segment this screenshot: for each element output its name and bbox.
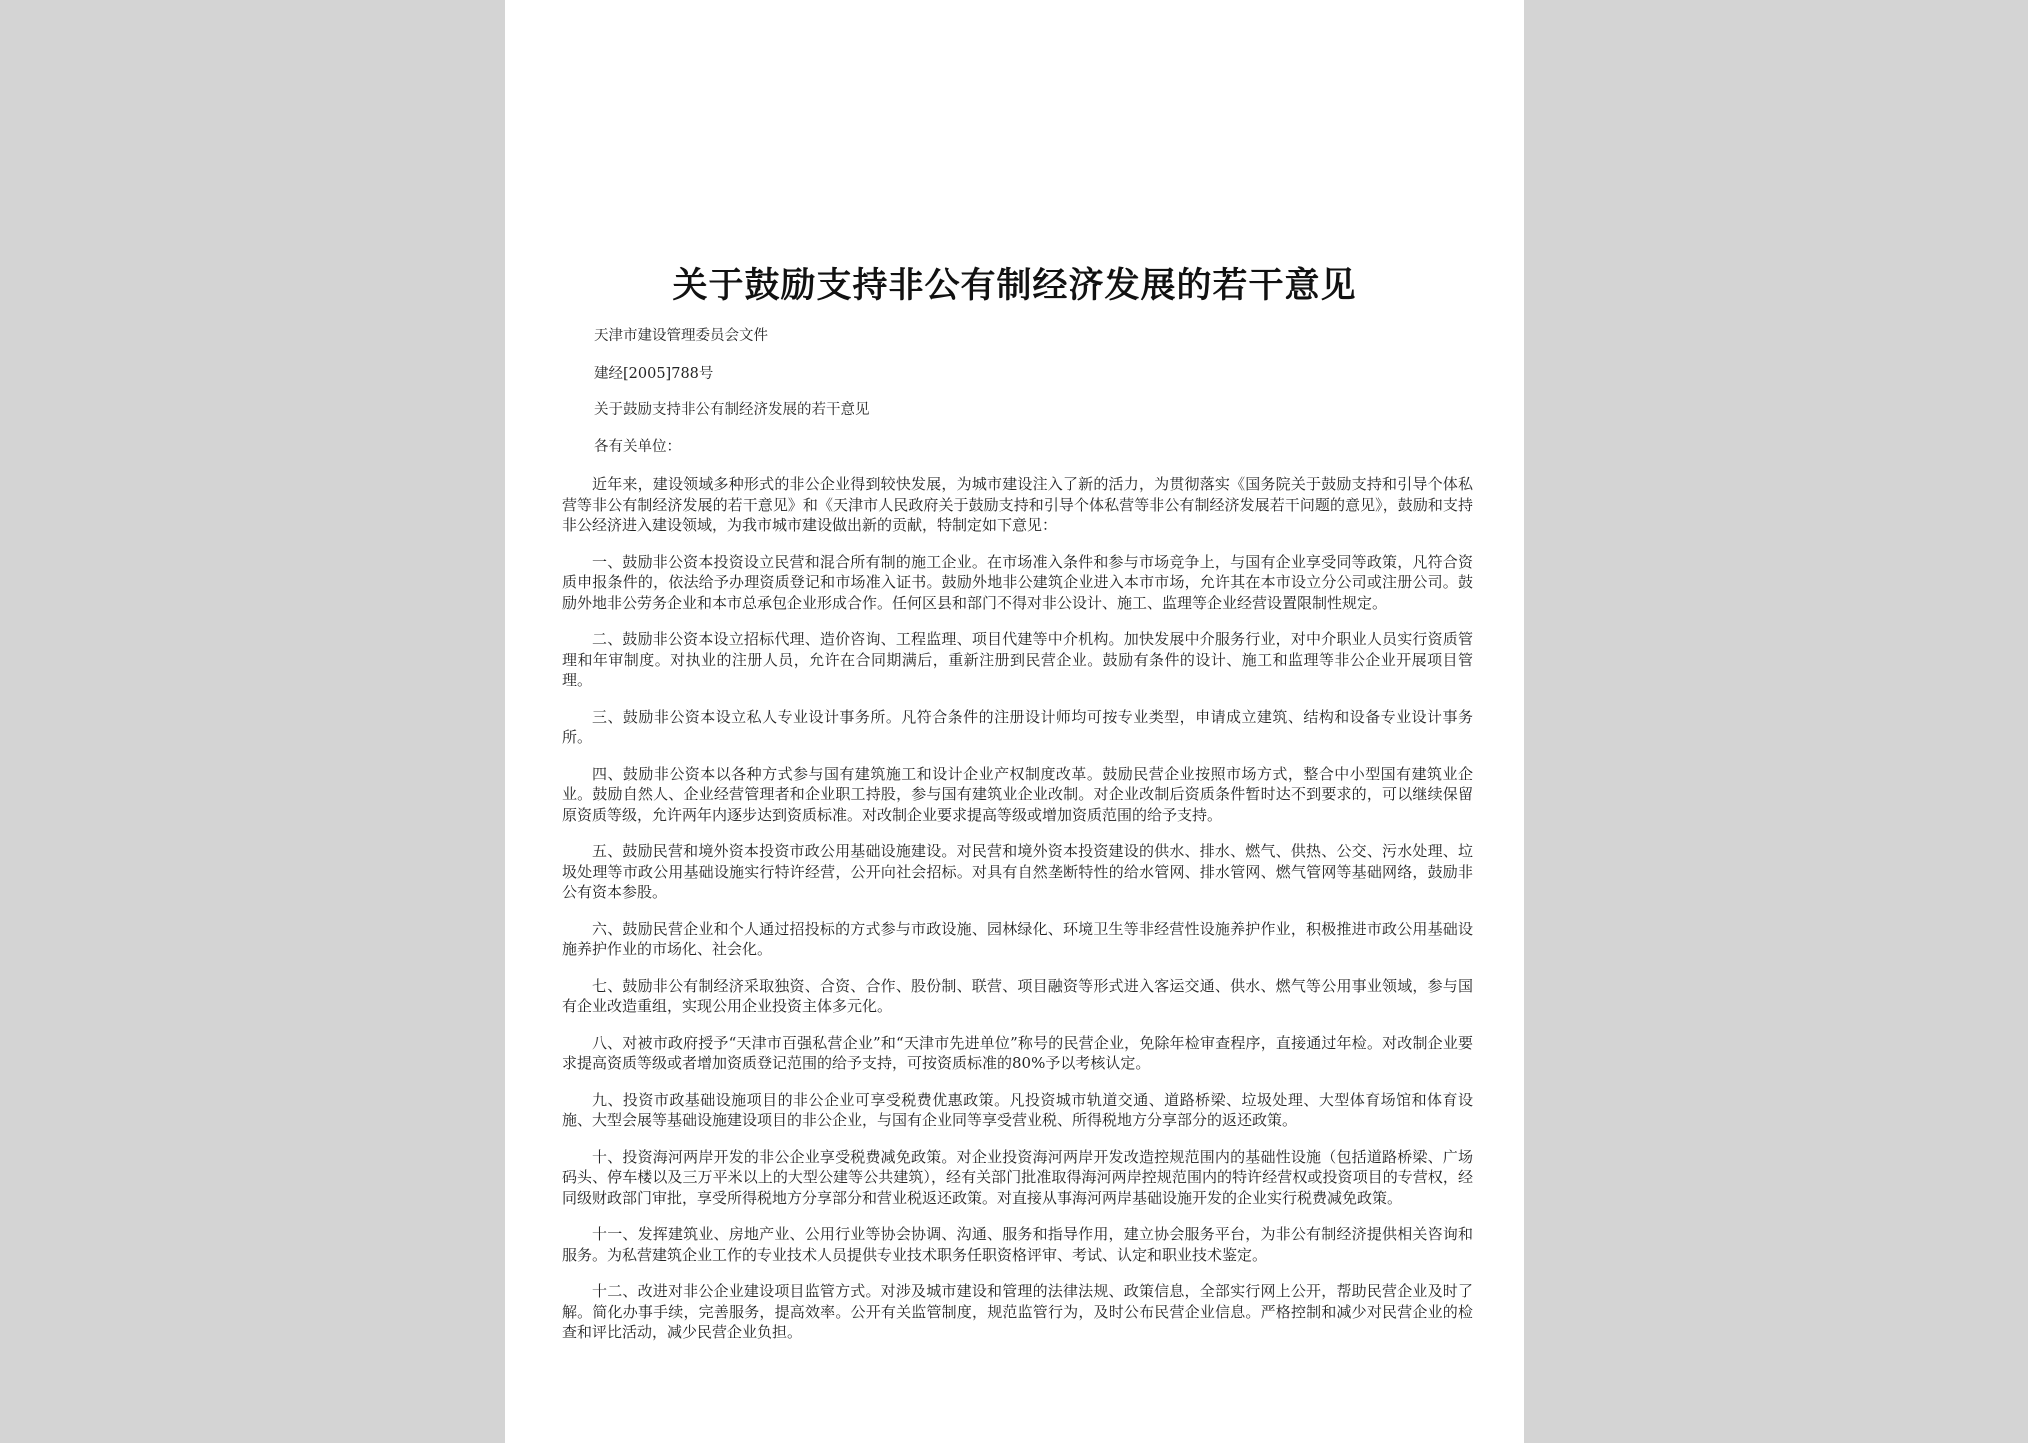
issuer-line: 天津市建设管理委员会文件: [594, 328, 768, 344]
paragraph-item: 四、鼓励非公资本以各种方式参与国有建筑施工和设计企业产权制度改革。鼓励民营企业按照市场方式，整合中小型国有建筑业企业。鼓励自然人、企业经营管理者和企业职工持股，参与国有建筑业企业改制。对企业改制后资质条件暂时达不到要求的，可以继续保留原资质等级，允许两年内逐步达到资质标准。对改制企业要求提高等级或增加资质范围的给予支持。: [562, 764, 1473, 824]
paragraph-item: 十二、改进对非公企业建设项目监管方式。对涉及城市建设和管理的法律法规、政策信息，全部实行网上公开，帮助民营企业及时了解。简化办事手续，完善服务，提高效率。公开有关监管制度，规范监管行为，及时公布民营企业信息。严格控制和减少对民营企业的检查和评比活动，减少民营企业负担。: [562, 1282, 1473, 1341]
salutation: 各有关单位：: [594, 439, 681, 455]
paragraph-item: 十一、发挥建筑业、房地产业、公用行业等协会协调、沟通、服务和指导作用，建立协会服务平台，为非公有制经济提供相关咨询和服务。为私营建筑企业工作的专业技术人员提供专业技术职务任职资格评审、考试、认定和职业技术鉴定。: [562, 1225, 1473, 1264]
paragraph-item: 八、对被市政府授予“天津市百强私营企业”和“天津市先进单位”称号的民营企业，免除年检审查程序，直接通过年检。对改制企业要求提高资质等级或者增加资质登记范围的给予支持，可按资质标准的80%予以考核认定。: [562, 1033, 1473, 1072]
document-page: [505, 0, 1524, 1443]
paragraph-item: 七、鼓励非公有制经济采取独资、合资、合作、股份制、联营、项目融资等形式进入客运交通、供水、燃气等公用事业领域，参与国有企业改造重组，实现公用企业投资主体多元化。: [562, 976, 1473, 1015]
document-number: 建经[2005]788号: [594, 366, 714, 382]
paragraph-item: 六、鼓励民营企业和个人通过招投标的方式参与市政设施、园林绿化、环境卫生等非经营性设施养护作业，积极推进市政公用基础设施养护作业的市场化、社会化。: [562, 919, 1473, 958]
paragraph-item: 九、投资市政基础设施项目的非公企业可享受税费优惠政策。凡投资城市轨道交通、道路桥梁、垃圾处理、大型体育场馆和体育设施、大型会展等基础设施建设项目的非公企业，与国有企业同等享受营业税、所得税地方分享部分的返还政策。: [562, 1090, 1473, 1129]
document-title: 关于鼓励支持非公有制经济发展的若干意见: [672, 265, 1357, 306]
paragraph-item: 二、鼓励非公资本设立招标代理、造价咨询、工程监理、项目代建等中介机构。加快发展中介服务行业，对中介职业人员实行资质管理和年审制度。对执业的注册人员，允许在合同期满后，重新注册到民营企业。鼓励有条件的设计、施工和监理等非公企业开展项目管理。: [562, 630, 1473, 689]
paragraph-item: 五、鼓励民营和境外资本投资市政公用基础设施建设。对民营和境外资本投资建设的供水、排水、燃气、供热、公交、污水处理、垃圾处理等市政公用基础设施实行特许经营，公开向社会招标。对具有自然垄断特性的给水管网、排水管网、燃气管网等基础网络，鼓励非公有资本参股。: [562, 842, 1473, 901]
paragraph-item: 十、投资海河两岸开发的非公企业享受税费减免政策。对企业投资海河两岸开发改造控规范围内的基础性设施（包括道路桥梁、广场码头、停车楼以及三万平米以上的大型公建等公共建筑），经有关部门批准取得海河两岸控规范围内的特许经营权或投资项目的专营权，经同级财政部门审批，享受所得税地方分享部分和营业税返还政策。对直接从事海河两岸基础设施开发的企业实行税费减免政策。: [562, 1147, 1473, 1207]
paragraph-item: 一、鼓励非公资本投资设立民营和混合所有制的施工企业。在市场准入条件和参与市场竞争上，与国有企业享受同等政策，凡符合资质申报条件的，依法给予办理资质登记和市场准入证书。鼓励外地非公建筑企业进入本市市场，允许其在本市设立分公司或注册公司。鼓励外地非公劳务企业和本市总承包企业形成合作。任何区县和部门不得对非公设计、施工、监理等企业经营设置限制性规定。: [562, 552, 1473, 612]
paragraph-item: 三、鼓励非公资本设立私人专业设计事务所。凡符合条件的注册设计师均可按专业类型，申请成立建筑、结构和设备专业设计事务所。: [562, 707, 1473, 746]
subject-line: 关于鼓励支持非公有制经济发展的若干意见: [594, 402, 870, 418]
document-body: [562, 474, 1473, 1359]
paragraph-intro: 近年来，建设领域多种形式的非公企业得到较快发展，为城市建设注入了新的活力，为贯彻落实《国务院关于鼓励支持和引导个体私营等非公有制经济发展的若干意见》和《天津市人民政府关于鼓励支持和引导个体私营等非公有制经济发展若干问题的意见》，鼓励和支持非公经济进入建设领域，为我市城市建设做出新的贡献，特制定如下意见：: [562, 475, 1473, 534]
